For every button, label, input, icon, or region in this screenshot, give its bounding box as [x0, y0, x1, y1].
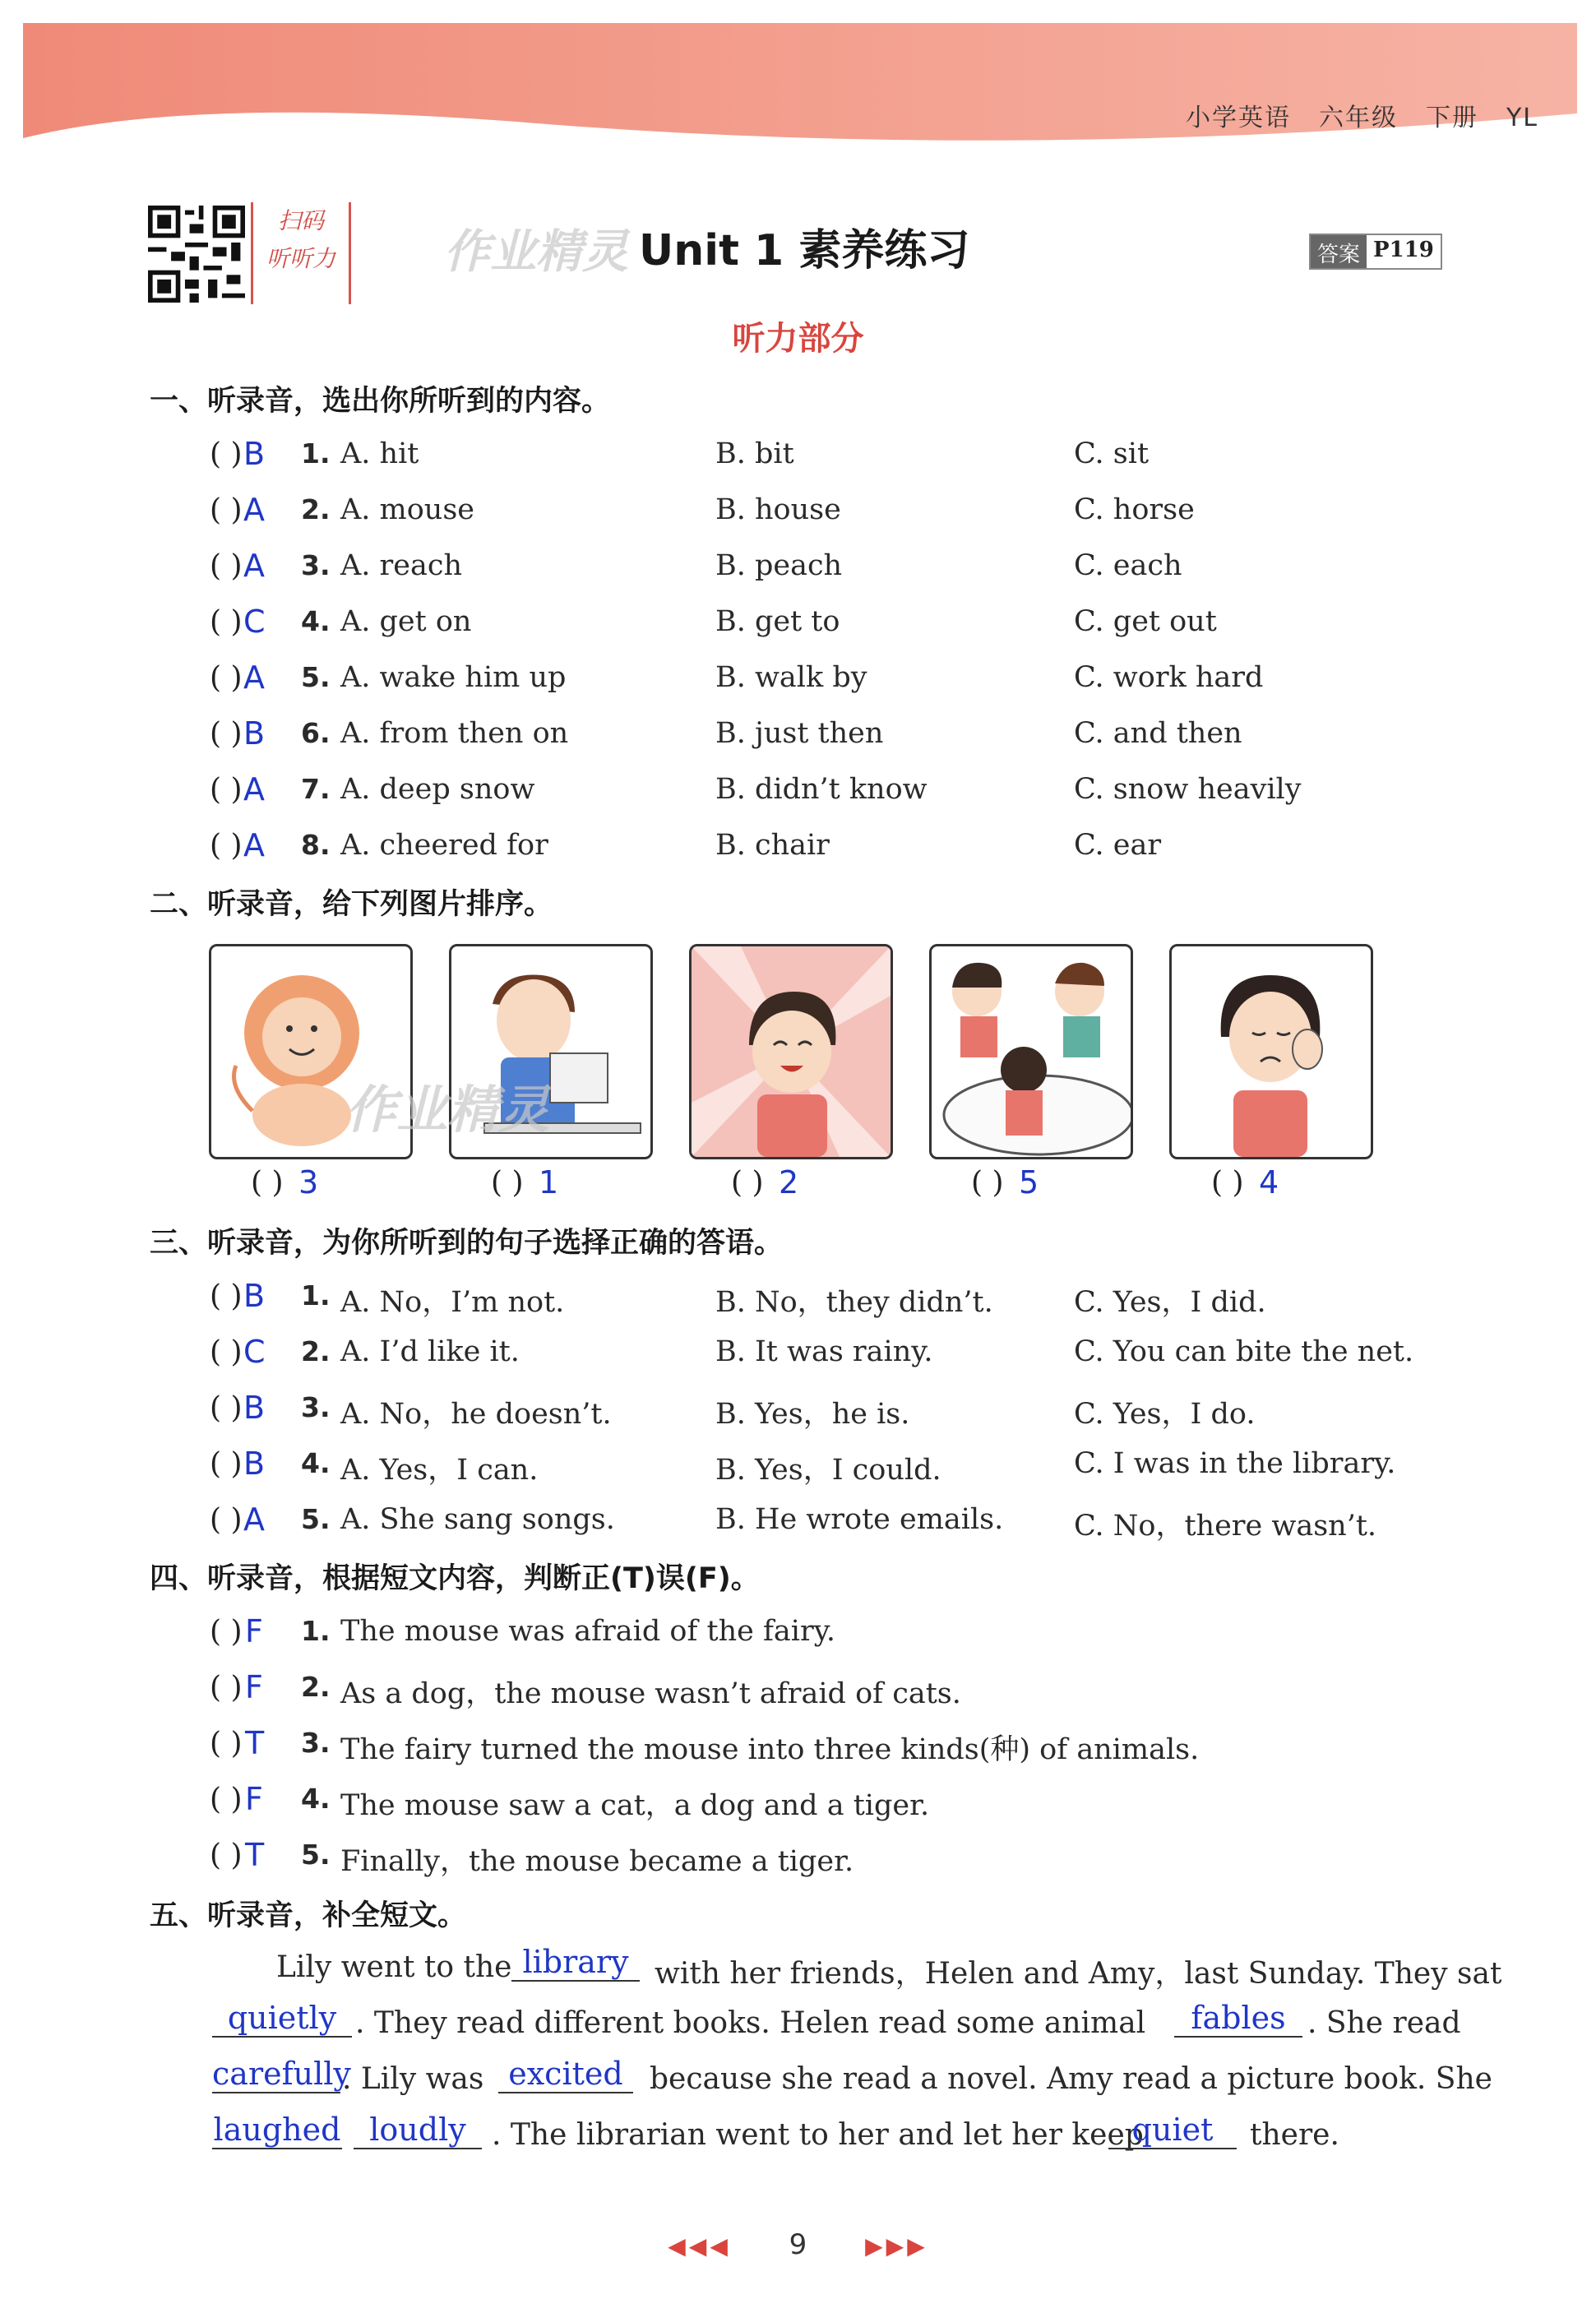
option-b: B. walk by	[715, 661, 867, 694]
order-answer[interactable]: 2	[779, 1164, 799, 1200]
answer-paren: ( )	[210, 493, 243, 527]
children-at-table-picture	[929, 944, 1133, 1159]
passage-line-4b: there.	[1250, 2118, 1339, 2152]
option-c: C. and then	[1074, 717, 1242, 750]
item-number: 5.	[301, 1503, 331, 1535]
option-c: C. horse	[1074, 493, 1195, 526]
order-paren: ( )	[731, 1166, 764, 1200]
answer-letter[interactable]: A	[243, 827, 265, 863]
blank-6[interactable]: laughed	[213, 2112, 341, 2148]
option-b: B. It was rainy.	[715, 1335, 933, 1368]
page-footer	[0, 2228, 1596, 2261]
scan-listen-label: 扫码 听听力	[251, 202, 351, 304]
answer-letter[interactable]: T	[245, 1725, 265, 1761]
blank-7[interactable]: loudly	[354, 2112, 482, 2149]
part5-heading: 五、听录音，补全短文。	[150, 1899, 467, 1932]
option-b: B. chair	[715, 829, 830, 862]
answer-paren: ( )	[210, 661, 243, 695]
option-c: C. work hard	[1074, 661, 1264, 694]
item-number: 4.	[301, 1447, 331, 1479]
option-b: B. Yes，he is.	[715, 1398, 910, 1431]
option-a: A. get on	[340, 605, 472, 638]
option-b: B. He wrote emails.	[715, 1503, 1004, 1536]
order-paren: ( )	[491, 1166, 524, 1200]
answer-letter[interactable]: A	[243, 1501, 265, 1538]
option-a: A. She sang songs.	[340, 1503, 615, 1536]
crying-girl-picture	[1169, 944, 1373, 1159]
edition: YL	[1506, 104, 1538, 132]
answer-letter[interactable]: F	[245, 1781, 263, 1817]
answer-paren: ( )	[210, 1335, 243, 1369]
item-number: 3.	[301, 549, 331, 581]
option-b: B. just then	[715, 717, 884, 750]
answer-letter[interactable]: C	[243, 1334, 266, 1370]
part1-heading: 一、听录音，选出你所听到的内容。	[150, 385, 611, 418]
answer-letter[interactable]: F	[245, 1613, 263, 1649]
item-number: 5.	[301, 661, 331, 693]
answer-letter[interactable]: B	[243, 436, 266, 472]
option-a: A. deep snow	[340, 773, 535, 806]
option-c: C. each	[1074, 549, 1182, 582]
page-number: 9	[789, 2228, 807, 2261]
option-c: C. sit	[1074, 437, 1150, 470]
option-b: B. get to	[715, 605, 840, 638]
answer-letter[interactable]: A	[243, 548, 265, 584]
answer-letter[interactable]: A	[243, 771, 265, 807]
answer-paren: ( )	[210, 773, 243, 807]
answer-paren: ( )	[210, 1727, 243, 1760]
answer-paren: ( )	[210, 1279, 243, 1313]
answer-paren: ( )	[210, 1671, 243, 1705]
statement-text: The fairy turned the mouse into three kinds(种) of animals.	[340, 1733, 1200, 1766]
option-c: C. snow heavily	[1074, 773, 1302, 806]
order-paren: ( )	[1211, 1166, 1244, 1200]
blank-5[interactable]: excited	[498, 2056, 633, 2093]
item-number: 2.	[301, 493, 331, 525]
answer-letter[interactable]: B	[243, 1446, 266, 1482]
answer-letter[interactable]: T	[245, 1837, 265, 1873]
page-title: Unit 1 素养练习	[639, 226, 970, 275]
passage-line-3a: . Lily was	[342, 2062, 484, 2096]
option-b: B. didn’t know	[715, 773, 928, 806]
order-paren: ( )	[971, 1166, 1004, 1200]
option-c: C. Yes，I did.	[1074, 1286, 1266, 1319]
order-answer[interactable]: 4	[1259, 1164, 1279, 1200]
option-a: A. hit	[340, 437, 419, 470]
option-a: A. I’d like it.	[340, 1335, 520, 1368]
answer-paren: ( )	[210, 717, 243, 751]
part3-heading: 三、听录音，为你所听到的句子选择正确的答语。	[150, 1227, 784, 1260]
answer-letter[interactable]: A	[243, 659, 265, 696]
answer-paren: ( )	[210, 1503, 243, 1537]
answer-paren: ( )	[210, 829, 243, 863]
option-b: B. Yes，I could.	[715, 1454, 941, 1487]
answer-letter[interactable]: C	[243, 604, 266, 640]
option-a: A. cheered for	[340, 829, 548, 862]
option-b: B. house	[715, 493, 841, 526]
answer-paren: ( )	[210, 1615, 243, 1649]
option-c: C. Yes，I do.	[1074, 1398, 1256, 1431]
item-number: 5.	[301, 1839, 331, 1871]
watermark-2: 作业精灵	[345, 1080, 550, 1140]
option-a: A. wake him up	[340, 661, 567, 694]
qr-code-icon[interactable]	[148, 206, 245, 303]
item-number: 8.	[301, 829, 331, 861]
option-a: A. reach	[340, 549, 462, 582]
answer-letter[interactable]: B	[243, 715, 266, 752]
statement-text: Finally，the mouse became a tiger.	[340, 1845, 854, 1878]
order-answer[interactable]: 5	[1019, 1164, 1039, 1200]
answer-paren: ( )	[210, 605, 243, 639]
order-answer[interactable]: 1	[539, 1164, 559, 1200]
part4-heading: 四、听录音，根据短文内容，判断正(T)误(F)。	[150, 1562, 760, 1595]
statement-text: The mouse saw a cat，a dog and a tiger.	[340, 1789, 930, 1822]
header-meta	[1158, 97, 1538, 133]
passage-line-3b: because she read a novel. Amy read a picture book. She	[650, 2062, 1492, 2096]
option-b: B. bit	[715, 437, 794, 470]
blank-4[interactable]: carefully	[212, 2056, 351, 2092]
next-arrows-icon[interactable]: ▶▶▶	[865, 2232, 928, 2260]
grade: 六年级	[1318, 104, 1398, 132]
item-number: 4.	[301, 1783, 331, 1815]
option-a: A. Yes，I can.	[340, 1454, 539, 1487]
passage-line-2a: . They read different books. Helen read some animal	[355, 2006, 1146, 2040]
part2-heading: 二、听录音，给下列图片排序。	[150, 888, 553, 921]
order-paren: ( )	[251, 1166, 284, 1200]
option-c: C. You can bite the net.	[1074, 1335, 1414, 1368]
blank-1[interactable]: library	[511, 1944, 640, 1982]
option-c: C. ear	[1074, 829, 1162, 862]
section-title: 听力部分	[732, 320, 864, 358]
answer-paren: ( )	[210, 437, 243, 471]
order-answer[interactable]: 3	[298, 1164, 319, 1200]
happy-girl-picture	[689, 944, 893, 1159]
item-number: 3.	[301, 1391, 331, 1423]
item-number: 1.	[301, 437, 331, 470]
option-c: C. No，there wasn’t.	[1074, 1510, 1377, 1543]
blank-8[interactable]: quiet	[1108, 2112, 1237, 2149]
statement-text: As a dog，the mouse wasn’t afraid of cats.	[340, 1677, 961, 1710]
answer-paren: ( )	[210, 1447, 243, 1481]
statement-text: The mouse was afraid of the fairy.	[340, 1615, 835, 1648]
answer-letter[interactable]: B	[243, 1390, 266, 1426]
blank-2[interactable]: quietly	[212, 2000, 352, 2038]
option-c: C. get out	[1074, 605, 1217, 638]
option-a: A. from then on	[340, 717, 569, 750]
answer-paren: ( )	[210, 1839, 243, 1872]
blank-3[interactable]: fables	[1174, 2000, 1302, 2038]
passage-line-2b: . She read	[1307, 2006, 1461, 2040]
passage-line-1b: with her friends，Helen and Amy，last Sunday. They sat	[655, 1957, 1502, 1991]
answer-paren: ( )	[210, 1391, 243, 1425]
item-number: 1.	[301, 1615, 331, 1647]
option-c: C. I was in the library.	[1074, 1447, 1396, 1480]
answer-tag[interactable]: 答案 P119	[1309, 234, 1442, 270]
item-number: 2.	[301, 1671, 331, 1703]
passage-line-1a: Lily went to the	[276, 1950, 512, 1984]
option-b: B. peach	[715, 549, 843, 582]
prev-arrows-icon[interactable]: ◀◀◀	[668, 2232, 731, 2260]
option-a: A. mouse	[340, 493, 475, 526]
item-number: 7.	[301, 773, 331, 805]
answer-letter[interactable]: B	[243, 1278, 266, 1314]
item-number: 6.	[301, 717, 331, 749]
item-number: 3.	[301, 1727, 331, 1759]
item-number: 1.	[301, 1279, 331, 1311]
answer-paren: ( )	[210, 549, 243, 583]
item-number: 4.	[301, 605, 331, 637]
answer-letter[interactable]: F	[245, 1669, 263, 1705]
option-a: A. No，I’m not.	[340, 1286, 565, 1319]
watermark: 作业精灵	[444, 225, 628, 279]
answer-letter[interactable]: A	[243, 492, 265, 528]
option-a: A. No，he doesn’t.	[340, 1398, 612, 1431]
option-b: B. No，they didn’t.	[715, 1286, 993, 1319]
subject: 小学英语	[1185, 104, 1291, 132]
volume: 下册	[1425, 104, 1478, 132]
answer-paren: ( )	[210, 1783, 243, 1816]
item-number: 2.	[301, 1335, 331, 1367]
passage-line-4a: . The librarian went to her and let her keep	[492, 2118, 1144, 2152]
